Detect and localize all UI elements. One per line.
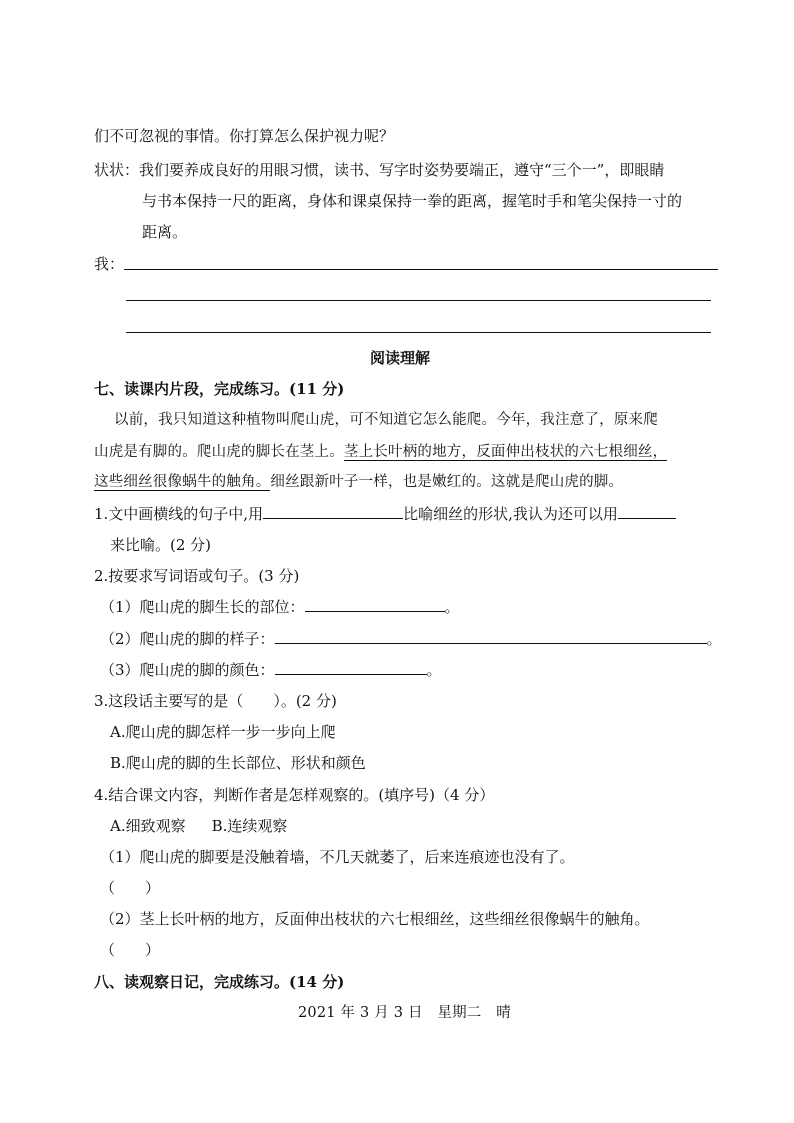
question-4-1: （1）爬山虎的脚要是没触着墙，不几天就萎了，后来连痕迹也没有了。 <box>100 848 575 866</box>
passage-text: 山虎是有脚的。爬山虎的脚长在茎上。 <box>94 444 344 460</box>
question-text: （1）爬山虎的脚生长的部位： <box>100 598 305 616</box>
fill-blank[interactable] <box>275 660 427 675</box>
passage-line <box>94 442 667 462</box>
question-2: 2.按要求写词语或句子。(3 分) <box>94 567 300 585</box>
question-7-heading: 七、读课内片段，完成练习。(11 分) <box>94 380 345 398</box>
question-text: 1.文中画横线的句子中,用 <box>94 505 264 523</box>
section-title: 阅读理解 <box>370 349 431 367</box>
question-1 <box>94 504 676 524</box>
question-8-heading: 八、读观察日记，完成练习。(14 分) <box>94 973 345 991</box>
passage-line: 以前，我只知道这种植物叫爬山虎，可不知道它怎么能爬。今年，我注意了，原来爬 <box>114 412 658 428</box>
answer-text: 我们要养成良好的用眼习惯，读书、写字时姿势要端正，遵守“三个一”，即眼睛 <box>139 161 665 179</box>
question-text: （3）爬山虎的脚的颜色： <box>100 661 275 679</box>
answer-parentheses[interactable]: （ ） <box>100 879 161 897</box>
question-text: （2）爬山虎的脚的样子： <box>100 630 275 648</box>
period: 。 <box>444 598 460 616</box>
passage-line <box>94 472 623 492</box>
fill-blank[interactable] <box>618 504 676 519</box>
question-2-2 <box>100 629 722 649</box>
question-1-cont: 来比喻。(2 分) <box>110 536 212 554</box>
option-b: B.连续观察 <box>211 817 288 835</box>
speaker-label: 状状： <box>94 161 140 179</box>
diary-date: 2021 年 3 月 3 日 星期二 晴 <box>298 1005 511 1021</box>
question-4-options <box>110 816 287 836</box>
question-text: 比喻细丝的形状,我认为还可以用 <box>403 505 618 523</box>
underlined-sentence: 这些细丝很像蜗牛的触角。 <box>94 474 271 490</box>
answer-line[interactable] <box>124 269 718 270</box>
option-a[interactable]: A.爬山虎的脚怎样一步一步向上爬 <box>110 723 336 741</box>
zhuangzhuang-answer-line <box>94 160 664 180</box>
passage-text: 细丝跟新叶子一样，也是嫩红的。这就是爬山虎的脚。 <box>270 474 624 490</box>
fill-blank[interactable] <box>305 597 445 612</box>
dialogue-text-line: 们不可忽视的事情。你打算怎么保护视力呢？ <box>94 127 395 145</box>
period: 。 <box>706 630 722 648</box>
answer-text-line: 与书本保持一尺的距离，身体和课桌保持一拳的距离，握笔时手和笔尖保持一寸的 <box>142 192 683 210</box>
question-3: 3.这段话主要写的是（ ）。(2 分) <box>94 692 337 710</box>
me-label: 我： <box>94 255 125 273</box>
period: 。 <box>426 661 442 679</box>
question-2-1 <box>100 597 460 617</box>
fill-blank[interactable] <box>263 504 403 519</box>
answer-line[interactable] <box>126 300 711 301</box>
question-4: 4.结合课文内容，判断作者是怎样观察的。(填序号)（4 分） <box>94 786 495 804</box>
underlined-sentence: 茎上长叶柄的地方，反面伸出枝状的六七根细丝， <box>343 444 668 460</box>
fill-blank[interactable] <box>275 629 707 644</box>
question-4-2: （2）茎上长叶柄的地方，反面伸出枝状的六七根细丝，这些细丝很像蜗牛的触角。 <box>100 910 650 928</box>
option-a: A.细致观察 <box>110 817 186 835</box>
answer-text-line: 距离。 <box>142 223 188 241</box>
option-b[interactable]: B.爬山虎的脚的生长部位、形状和颜色 <box>110 754 366 772</box>
question-2-3 <box>100 660 442 680</box>
answer-line[interactable] <box>126 332 711 333</box>
answer-parentheses[interactable]: （ ） <box>100 941 161 959</box>
